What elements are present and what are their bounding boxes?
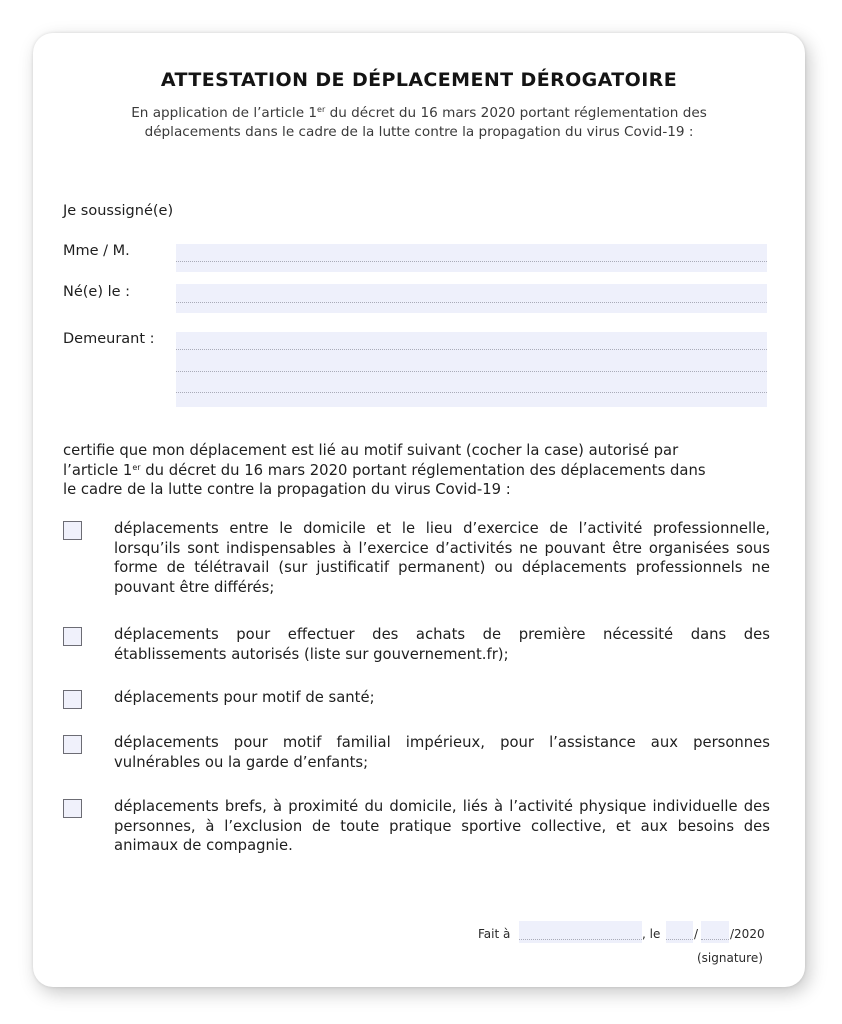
date-le-label: , le [642,927,661,941]
day-field[interactable] [666,921,693,943]
certify-line2-pre: l’article 1 [63,461,133,479]
address-field-dotted-line-1 [176,349,767,350]
subtitle-line1-post: du décret du 16 mars 2020 portant réglementation des [325,105,707,121]
certify-line2-post: du décret du 16 mars 2020 portant réglementation des déplacements dans [140,461,706,479]
day-dotted-line [666,939,693,940]
reason-text-health: déplacements pour motif de santé; [114,689,375,706]
reason-checkbox-shopping[interactable] [63,627,82,646]
reason-text-exercise: déplacements brefs, à proximité du domicile, liés à l’activité physique individuelle des personnes, à l’exclusion de toute pratique sportive collective, et aux besoins des animaux de compagnie. [114,798,770,854]
date-slash: / [694,927,699,941]
certification-paragraph [63,441,771,500]
certify-superscript: er [132,462,141,472]
month-field[interactable] [701,921,729,943]
undersigned-label: Je soussigné(e) [63,203,174,219]
reason-text-work: déplacements entre le domicile et le lieu d’exercice de l’activité professionnelle, lorsqu’ils sont indispensables à l’exercice d’activités ne pouvant être organisées sous forme de télétravail (sur justificatif permanent) ou déplacements professionnels ne pouvant être différés; [114,520,770,596]
made-at-field[interactable] [519,921,642,943]
reason-text-family: déplacements pour motif familial impérieux, pour l’assistance aux personnes vulnérables ou la garde d’enfants; [114,734,770,771]
address-label: Demeurant : [63,331,155,347]
month-dotted-line [701,939,729,940]
made-at-label: Fait à [478,927,511,941]
reason-checkbox-family[interactable] [63,735,82,754]
year-suffix: /2020 [730,927,765,941]
reason-text-shopping: déplacements pour effectuer des achats de première nécessité dans des établissements autorisés (liste sur gouvernement.fr); [114,626,770,663]
reason-checkbox-exercise[interactable] [63,799,82,818]
birthdate-field-dotted-line [176,302,767,303]
document-title: ATTESTATION DE DÉPLACEMENT DÉROGATOIRE [160,69,678,91]
certify-line3: le cadre de la lutte contre la propagation du virus Covid-19 : [63,481,511,498]
address-field-dotted-line-2 [176,371,767,372]
document-subtitle [73,104,765,142]
signature-label: (signature) [697,951,763,965]
birthdate-label: Né(e) le : [63,284,131,300]
made-at-dotted-line [519,939,642,940]
subtitle-line2: déplacements dans le cadre de la lutte contre la propagation du virus Covid-19 : [144,124,694,140]
subtitle-superscript: er [317,105,326,114]
address-field-dotted-line-3 [176,392,767,393]
name-field[interactable] [176,244,767,272]
reason-checkbox-work[interactable] [63,521,82,540]
birthdate-field[interactable] [176,284,767,313]
subtitle-line1-pre: En application de l’article 1 [131,105,318,121]
address-field[interactable] [176,332,767,407]
name-label: Mme / M. [63,243,130,259]
attestation-page [33,33,805,987]
certify-line1: certifie que mon déplacement est lié au motif suivant (cocher la case) autorisé par [63,442,679,459]
reason-checkbox-health[interactable] [63,690,82,709]
name-field-dotted-line [176,261,767,262]
